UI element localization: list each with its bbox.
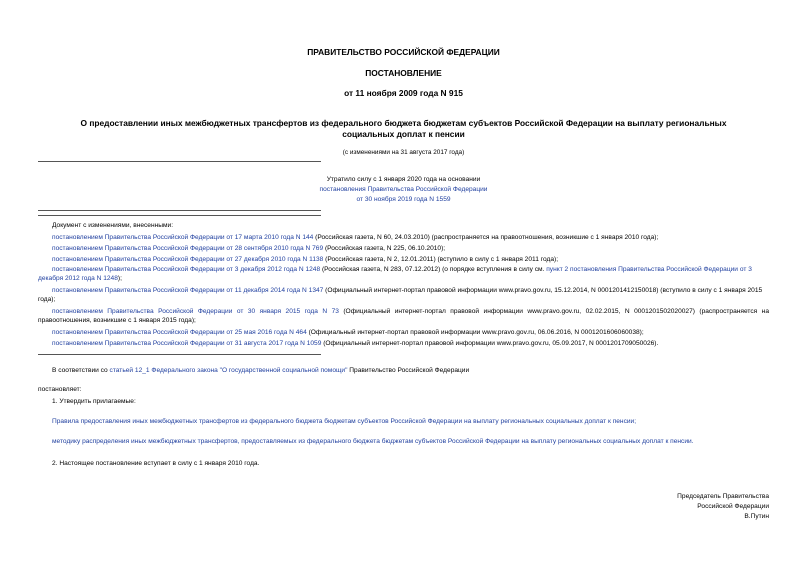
paragraph-1: 1. Утвердить прилагаемые: <box>52 398 136 405</box>
law-article-link[interactable]: статьей 12_1 Федерального закона "О государственной социальной помощи" <box>109 367 348 374</box>
divider <box>38 354 321 355</box>
amendment-link[interactable]: постановлением Правительства Российской Федерации от 11 декабря 2014 года N 1347 <box>52 287 324 294</box>
amendment-item: постановлением Правительства Российской Федерации от 11 декабря 2014 года N 1347 (Официальный интернет-портал правовой информации www.pravo.gov.ru, 15.12.2014, N 0001201412150018) (вступило в силу с 1 января 2015 года); <box>38 287 763 303</box>
signature-position: Председатель Правительства <box>677 493 769 500</box>
signature-country: Российской Федерации <box>697 503 769 511</box>
expired-text: Утратило силу с 1 января 2020 года на основании <box>326 176 481 183</box>
document-type: ПОСТАНОВЛЕНИЕ <box>365 68 442 78</box>
divider <box>38 161 321 162</box>
document-date: от 11 ноября 2009 года N 915 <box>344 88 463 98</box>
signature-name: В.Путин <box>744 513 769 521</box>
divider <box>38 215 321 216</box>
amendment-link[interactable]: постановлением Правительства Российской Федерации от 3 декабря 2012 года N 1248 <box>52 266 321 273</box>
amendment-link[interactable]: постановлением Правительства Российской Федерации от 17 марта 2010 года N 144 <box>52 234 314 241</box>
rules-link[interactable]: Правила предоставления иных межбюджетных трансфертов из федерального бюджета бюджетам субъектов Российской Федерации на выплату региональных социальных доплат к пенсии; <box>52 418 637 425</box>
expired-link-1[interactable]: постановления Правительства Российской Федерации <box>319 185 488 193</box>
signature-block <box>677 492 769 523</box>
government-name: ПРАВИТЕЛЬСТВО РОССИЙСКОЙ ФЕДЕРАЦИИ <box>307 47 500 57</box>
amendment-item: постановлением Правительства Российской Федерации от 28 сентября 2010 года N 769 (Российская газета, N 225, 06.10.2010); <box>52 245 446 252</box>
amendment-item: постановлением Правительства Российской Федерации от 17 марта 2010 года N 144 (Российская газета, N 60, 24.03.2010) (распространяется на правоотношения, возникшие с 1 января 2010 года); <box>52 234 659 241</box>
amendment-link[interactable]: постановлением Правительства Российской Федерации от 25 мая 2016 года N 464 <box>52 329 307 336</box>
amendment-item: постановлением Правительства Российской Федерации от 3 декабря 2012 года N 1248 (Российская газета, N 283, 07.12.2012) (о порядке вступления в силу см. пункт 2 постановления Правительства Российской Федерации от 3 декабря 2012 года N 1248); <box>38 266 752 282</box>
expired-notice <box>240 175 567 205</box>
decrees-text: постановляет: <box>38 386 82 393</box>
document-title: О предоставлении иных межбюджетных трансфертов из федерального бюджета бюджетам субъектов Российской Федерации на выплату региональных социальных доплат к пенсии <box>80 118 727 139</box>
amendment-link[interactable]: постановлением Правительства Российской Федерации от 27 декабря 2010 года N 1138 <box>52 256 324 263</box>
amendment-item: постановлением Правительства Российской Федерации от 31 августа 2017 года N 1059 (Официальный интернет-портал правовой информации www.pravo.gov.ru, 05.09.2017, N 0001201709050026). <box>52 340 659 347</box>
amendments-intro: Документ с изменениями, внесенными: <box>52 222 174 229</box>
divider <box>38 210 321 211</box>
amendment-item: постановлением Правительства Российской Федерации от 30 января 2015 года N 73 (Официальный интернет-портал правовой информации www.pravo.gov.ru, 02.02.2015, N 0001201502020027) (распространяется на правоотношения, возникшие с 1 января 2015 года); <box>38 308 769 324</box>
revision-note: (с изменениями на 31 августа 2017 года) <box>342 149 465 156</box>
amendment-item: постановлением Правительства Российской Федерации от 25 мая 2016 года N 464 (Официальный интернет-портал правовой информации www.pravo.gov.ru, 06.06.2016, N 0001201606060038); <box>52 329 644 336</box>
amendment-link[interactable]: постановлением Правительства Российской Федерации от 30 января 2015 года N 73 <box>52 308 339 315</box>
expired-link-2[interactable]: от 30 ноября 2019 года N 1559 <box>356 195 451 203</box>
amendment-item: постановлением Правительства Российской Федерации от 27 декабря 2010 года N 1138 (Российская газета, N 2, 12.01.2011) (вступило в силу с 1 января 2011 года); <box>52 256 559 263</box>
amendment-link[interactable]: постановлением Правительства Российской Федерации от 31 августа 2017 года N 1059 <box>52 340 322 347</box>
amendment-link[interactable]: пункт 2 постановления Правительства Российской Федерации от 3 декабря 2012 года N 1248 <box>38 266 752 282</box>
accordance-paragraph: В соответствии со статьей 12_1 Федерального закона "О государственной социальной помощи" Правительство Российской Федерации <box>52 367 470 374</box>
paragraph-2: 2. Настоящее постановление вступает в силу с 1 января 2010 года. <box>52 460 260 467</box>
methodology-link[interactable]: методику распределения иных межбюджетных трансфертов, предоставляемых из федерального бюджета бюджетам субъектов Российской Федерации на выплату региональных социальных доплат к пенсии. <box>52 438 694 445</box>
amendment-link[interactable]: постановлением Правительства Российской Федерации от 28 сентября 2010 года N 769 <box>52 245 324 252</box>
